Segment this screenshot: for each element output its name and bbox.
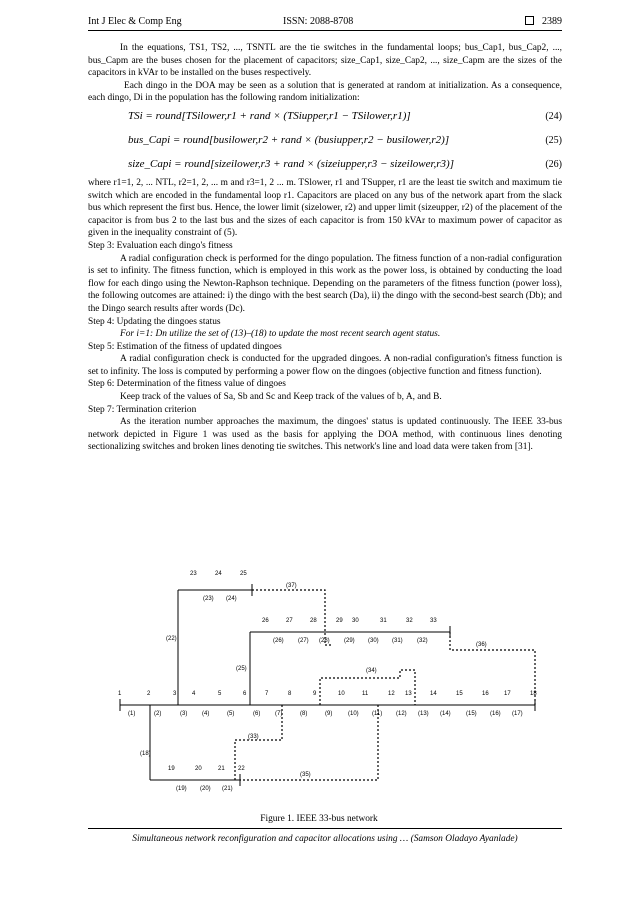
bus-label: 12 [388, 691, 395, 697]
branch-label: (17) [512, 711, 523, 717]
ieee-33-bus-diagram [110, 560, 550, 810]
branch-label: (34) [366, 668, 377, 674]
figure-caption: Figure 1. IEEE 33-bus network [260, 814, 378, 824]
bus-label: 11 [362, 691, 369, 697]
checkbox-icon [525, 16, 534, 25]
paragraph: A radial configuration check is performed for the dingo population. The fitness function of a non-radial configuration is set to infinity. The fitness function, which is employed in this work as the power loss, is obtained by conducting the load flow for each dingo using the Newton-Raphson technique. Depending on the parameters of the fitness function (power loss), the following outcomes are attained: i) the dingo with the best search (Da), ii) the dingo with the second-best search (Db); and the Dingo search results after words (Dc). [88, 253, 562, 314]
branch-label: (33) [248, 734, 259, 740]
branch-label: (37) [286, 583, 297, 589]
step-heading: Step 4: Updating the dingoes status [88, 316, 221, 327]
bus-label: 15 [456, 691, 463, 697]
equation-24: TSi = round[TSilower,r1 + rand × (TSiupper,r1 − TSilower,r1)] (24) [128, 109, 562, 122]
branch-label: (1) [128, 711, 136, 717]
footer-rule [88, 828, 562, 829]
header-rule [88, 30, 562, 31]
bus-label: 14 [430, 691, 437, 697]
branch-label: (30) [368, 638, 379, 644]
body-text [88, 42, 562, 454]
bus-label: 1 [118, 691, 122, 697]
bus-label: 17 [504, 691, 511, 697]
bus-label: 7 [265, 691, 269, 697]
running-footer: Simultaneous network reconfiguration and capacitor allocations using … (Samson Oladayo Ayanlade) [132, 834, 518, 844]
bus-label: 29 [336, 618, 343, 624]
bus-label: 24 [215, 571, 222, 577]
bus-label: 20 [195, 766, 202, 772]
bus-label: 25 [240, 571, 247, 577]
branch-label: (27) [298, 638, 309, 644]
bus-label: 22 [238, 766, 245, 772]
branch-label: (22) [166, 636, 177, 642]
branch-label: (28) [319, 638, 330, 644]
branch-label: (12) [396, 711, 407, 717]
branch-label: (25) [236, 666, 247, 672]
bus-label: 3 [173, 691, 177, 697]
bus-label: 33 [430, 618, 437, 624]
equation-26: size_Capi = round[sizeilower,r3 + rand × (sizeiupper,r3 − sizeilower,r3)] (26) [128, 157, 562, 170]
branch-label: (7) [275, 711, 283, 717]
branch-label: (11) [372, 711, 383, 717]
bus-label: 6 [243, 691, 247, 697]
bus-label: 2 [147, 691, 151, 697]
paragraph: For i=1: Dn utilize the set of (13)–(18) to update the most recent search agent status. [120, 329, 441, 340]
bus-label: 32 [406, 618, 413, 624]
paragraph: Each dingo in the DOA may be seen as a solution that is generated at random at initialization. As a consequence, each dingo, Di in the population has the following random initialization: [88, 80, 562, 104]
paragraph: Keep track of the values of Sa, Sb and Sc and Keep track of the values of b, A, and B. [120, 392, 442, 403]
paragraph: As the iteration number approaches the maximum, the dingoes' status is updated continuously. The IEEE 33-bus network depicted in Figure 1 was used as the basis for applying the DOA method, with continuous lines denoting sectionalizing switches and broken lines denoting tie switches. This network's line and load data were taken from [31]. [88, 417, 562, 453]
paragraph: In the equations, TS1, TS2, ..., TSNTL are the tie switches in the fundamental loops; bus_Cap1, bus_Cap2, ..., bus_Capm are the buses chosen for the placement of capacitors; size_Cap1, size_Cap2, ..., size_Capm are the sizes of the capacitors in kVAr to be installed on the buses respectively. [88, 43, 562, 79]
bus-label: 26 [262, 618, 269, 624]
bus-label: 16 [482, 691, 489, 697]
page-number: 2389 [525, 16, 562, 27]
branch-label: (21) [222, 786, 233, 792]
bus-label: 23 [190, 571, 197, 577]
step-heading: Step 7: Termination criterion [88, 404, 197, 415]
bus-labels [118, 571, 537, 772]
branch-label: (31) [392, 638, 403, 644]
bus-label: 30 [352, 618, 359, 624]
branch-label: (29) [344, 638, 355, 644]
branch-label: (23) [203, 596, 214, 602]
branch-label: (8) [300, 711, 308, 717]
paragraph: A radial configuration check is conducted for the upgraded dingoes. A non-radial configuration's fitness function is set to infinity. The loss is computed by performing a power flow on the dingoes (objective function and fitness function). [88, 354, 562, 377]
bus-label: 5 [218, 691, 222, 697]
bus-label: 28 [310, 618, 317, 624]
branch-label: (2) [154, 711, 162, 717]
branch-label: (10) [348, 711, 359, 717]
branch-label: (5) [227, 711, 235, 717]
bus-label: 4 [192, 691, 196, 697]
tie-switch-34 [320, 670, 415, 705]
branch-label: (9) [325, 711, 333, 717]
branch-label: (3) [180, 711, 188, 717]
bus-label: 13 [405, 691, 412, 697]
tie-switch-36 [450, 632, 535, 705]
branch-label: (6) [253, 711, 261, 717]
equation-25: bus_Capi = round[busilower,r2 + rand × (busiupper,r2 − busilower,r2)] (25) [128, 133, 562, 146]
branch-label: (15) [466, 711, 477, 717]
step-heading: Step 3: Evaluation each dingo's fitness [88, 240, 233, 251]
bus-label: 10 [338, 691, 345, 697]
branch-label: (20) [200, 786, 211, 792]
branch-label: (32) [417, 638, 428, 644]
branch-label: (13) [418, 711, 429, 717]
branch-label: (4) [202, 711, 210, 717]
step-heading: Step 5: Estimation of the fitness of updated dingoes [88, 341, 282, 352]
branch-label: (24) [226, 596, 237, 602]
bus-label: 19 [168, 766, 175, 772]
bus-label: 21 [218, 766, 225, 772]
branch-label: (18) [140, 751, 151, 757]
bus-label: 27 [286, 618, 293, 624]
bus-label: 9 [313, 691, 317, 697]
paragraph: where r1=1, 2, ... NTL, r2=1, 2, ... m and r3=1, 2 ... m. TSlower, r1 and TSupper, r1 are the least tie switch and maximum tie switch which are encoded in the fundamental loop r1. Capacitors are placed on any bus of the network apart from the slack bus which represent the first bus. Hence, the lower limit (sizelower, r2) and upper limit (sizeupper, r2) of the placement of the capacitor is from bus 2 to the last bus and the sizes of each capacitor is from 150 kVAr to maximum power of capacitor as given in the inequality constraint of (5). [88, 177, 562, 239]
issn: ISSN: 2088-8708 [283, 16, 354, 27]
step-heading: Step 6: Determination of the fitness value of dingoes [88, 379, 286, 390]
branch-label: (26) [273, 638, 284, 644]
branch-label: (16) [490, 711, 501, 717]
bus-label: 31 [380, 618, 387, 624]
bus-label: 18 [530, 691, 537, 697]
branch-label: (36) [476, 642, 487, 648]
branch-label: (19) [176, 786, 187, 792]
branch-label: (35) [300, 772, 311, 778]
journal-name: Int J Elec & Comp Eng [88, 16, 182, 27]
bus-label: 8 [288, 691, 292, 697]
branch-label: (14) [440, 711, 451, 717]
